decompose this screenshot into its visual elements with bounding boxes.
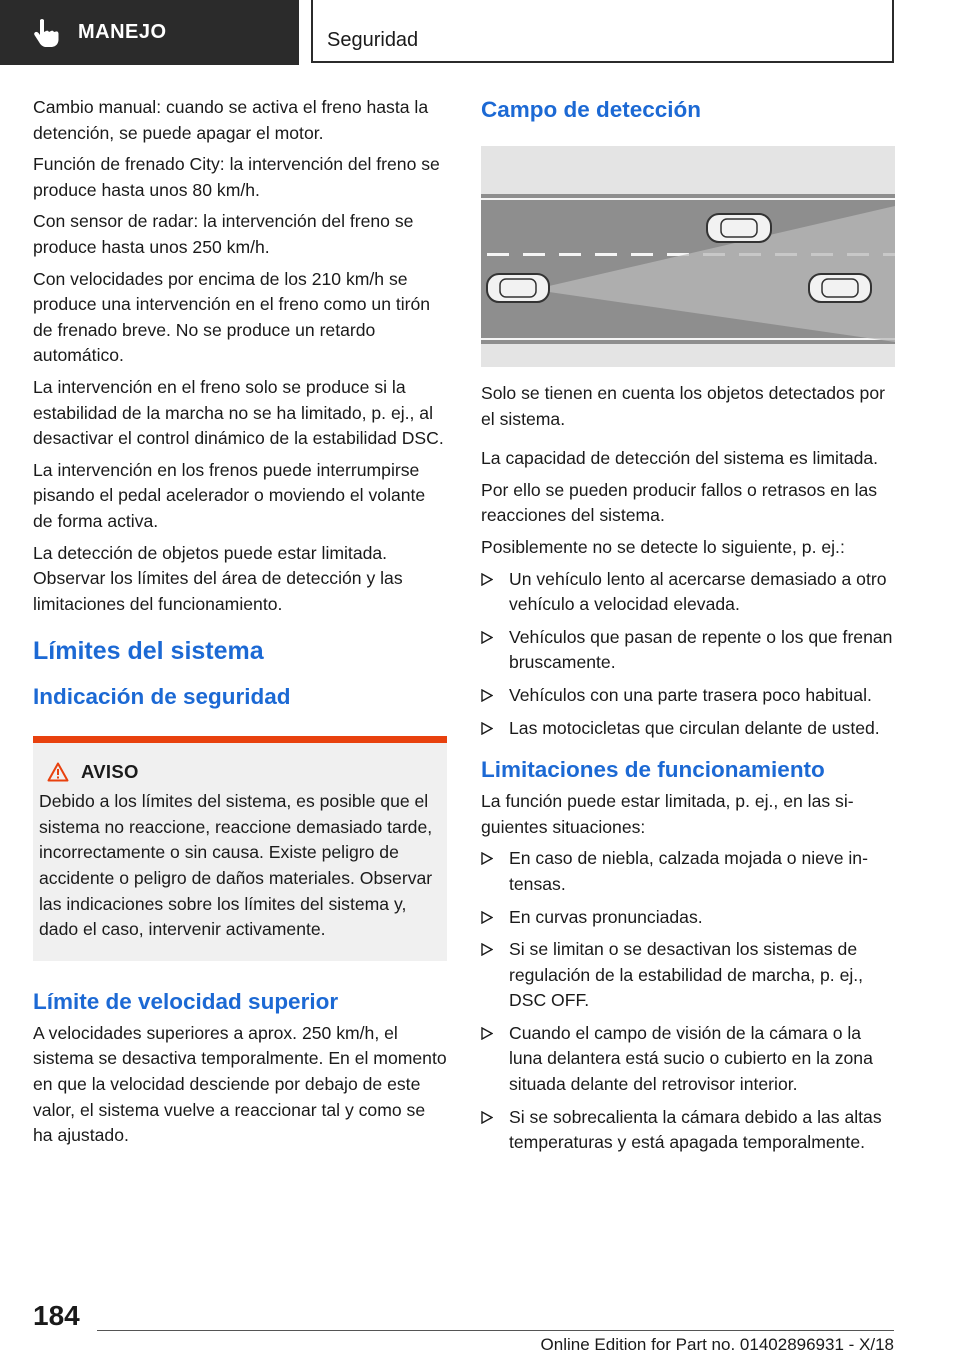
paragraph: Función de frenado City: la intervención del freno se produce hasta unos 80 km/h. — [33, 154, 440, 200]
heading-safety-note: Indicación de seguridad — [33, 684, 291, 710]
bullet-triangle-icon — [481, 631, 493, 644]
edition-note: Online Edition for Part no. 01402896931 - X/18 — [540, 1335, 894, 1354]
heading-function-limits: Limitaciones de funcionamiento — [481, 757, 825, 783]
chapter-title: MANEJO — [78, 21, 167, 43]
list-item: Cuando el campo de visión de la cámara o la luna delantera está sucio o cubierto en la zona situada delante del retrovisor interior. — [481, 1021, 895, 1098]
left-column — [33, 95, 447, 1155]
right-column — [481, 95, 895, 1163]
bullet-triangle-icon — [481, 573, 493, 586]
paragraph: Por ello se pueden producir fallos o retrasos en las reacciones del sistema. — [481, 479, 878, 526]
chapter-tab — [0, 0, 299, 65]
section-title: Seguridad — [327, 29, 419, 51]
paragraph: La intervención en los frenos puede interrumpirse pisando el pedal acelerador o moviendo el volante de forma activa. — [33, 459, 426, 531]
bullet-triangle-icon — [481, 689, 493, 702]
list-item: Vehículos que pasan de repente o los que frenan bruscamente. — [481, 625, 895, 676]
bullet-triangle-icon — [481, 943, 493, 956]
bullet-triangle-icon — [481, 722, 493, 735]
paragraph: Solo se tienen en cuenta los objetos detectados por el sistema. — [481, 383, 885, 429]
list-item: Un vehículo lento al acercarse demasiado a otro vehículo a velocidad elevada. — [481, 567, 895, 618]
page-number: 184 — [33, 1300, 80, 1331]
paragraph: La capacidad de detección del sistema es limitada. — [481, 448, 879, 469]
list-item: Si se limitan o se desactivan los sistemas de regulación de la estabilidad de marcha, p. ej., DSC OFF. — [481, 937, 895, 1014]
heading-system-limits: Límites del sistema — [33, 637, 264, 666]
paragraph: La detección de objetos puede estar limitada. Observar los límites del área de detección y las limitaciones del funcionamiento. — [33, 542, 403, 614]
road-diagram — [481, 146, 895, 367]
bullet-triangle-icon — [481, 1027, 493, 1040]
footer-divider — [97, 1330, 894, 1331]
paragraph: Con sensor de radar: la intervención del freno se produce hasta unos 250 km/h. — [33, 211, 414, 257]
paragraph: Con velocidades por encima de los 210 km/h se produce una intervención en el freno como un tirón de frenado breve. No se produce un retardo automático. — [33, 268, 431, 366]
bullet-triangle-icon — [481, 1111, 493, 1124]
list-item: Las motocicletas que circulan delante de usted. — [481, 716, 895, 742]
section-tab — [311, 0, 894, 63]
hand-pointer-icon — [30, 16, 64, 50]
heading-detection-field: Campo de detección — [481, 97, 702, 122]
bullet-triangle-icon — [481, 852, 493, 865]
warning-box — [33, 736, 447, 961]
car-icon — [809, 274, 871, 302]
list-item: Si se sobrecalienta la cámara debido a las altas temperaturas y está apagada temporalmente. — [481, 1105, 895, 1156]
warning-text: Debido a los límites del sistema, es posible que el sistema no reaccione, reaccione demasiado tarde, incorrectamente o sin causa. Existe peligro de accidente o peligro de daños materiales. Observar las indicaciones sobre los límites del sistema y, dado el caso, intervenir activamente. — [39, 791, 433, 940]
list-item: Vehículos con una parte trasera poco habitual. — [481, 683, 895, 709]
paragraph: La intervención en el freno solo se produce si la estabilidad de la marcha no se ha limitado, p. ej., al desactivar el control dinámico de la estabilidad DSC. — [33, 376, 444, 449]
paragraph: Posiblemente no se detecte lo siguiente, p. ej.: — [481, 536, 845, 557]
undetected-list — [481, 567, 895, 742]
heading-speed-limit: Límite de velocidad superior — [33, 988, 339, 1014]
limitations-list — [481, 846, 895, 1156]
paragraph: La función puede estar limitada, p. ej., en las siguientes situaciones: — [481, 791, 854, 837]
list-item: En curvas pronunciadas. — [481, 905, 895, 931]
car-icon — [707, 214, 771, 242]
list-item: En caso de niebla, calzada mojada o nieve intensas. — [481, 846, 895, 897]
bullet-triangle-icon — [481, 911, 493, 924]
warning-triangle-icon — [47, 762, 69, 782]
car-icon — [487, 274, 549, 302]
paragraph: A velocidades superiores a aprox. 250 km/h, el sistema se desactiva temporalmente. En el momento en que la velocidad desciende por debajo de este valor, el sistema vuelve a reaccionar tal y como se ha ajustado. — [33, 1022, 447, 1146]
detection-field-illustration — [481, 146, 895, 367]
warning-title: AVISO — [81, 761, 139, 783]
paragraph: Cambio manual: cuando se activa el freno hasta la detención, se puede apagar el motor. — [33, 97, 429, 143]
